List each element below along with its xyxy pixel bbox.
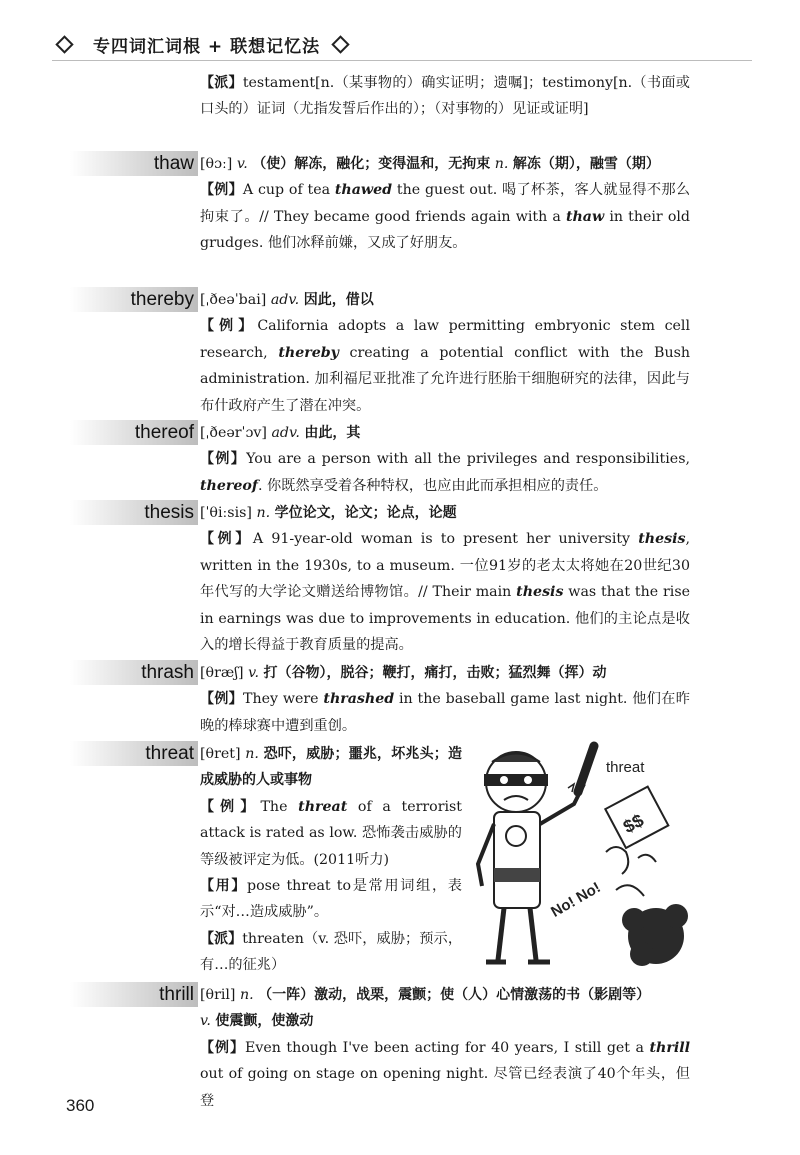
diamond-icon (331, 35, 349, 53)
cartoon-shout-text: No! No! (548, 878, 604, 921)
definition: 学位论文，论文；论点，论题 (274, 505, 457, 521)
entry-body (200, 500, 690, 658)
part-of-speech: adv. (270, 292, 300, 308)
entry-body (200, 70, 690, 123)
headword: thereof (134, 422, 194, 443)
entry-body (200, 660, 690, 739)
definition: 由此，其 (304, 425, 361, 441)
part-of-speech: n. (256, 505, 271, 521)
entry-body (200, 287, 690, 419)
part-of-speech: adv. (271, 425, 300, 441)
cartoon-sign-text: $$ (619, 810, 647, 838)
headword: thrash (141, 662, 194, 683)
page-header (52, 28, 752, 61)
header-title: 专四词汇词根 + 联想记忆法 (93, 36, 321, 57)
example: 【例】You are a person with all the privileges and responsibilities, thereof. 你既然享受着各种特权，也应由此而承担相应的责任。 (200, 451, 690, 494)
definition: （使）解冻，融化；变得温和，无拘束 (252, 156, 491, 172)
pronunciation: [θɔː] (200, 156, 233, 172)
pronunciation: [ˌðeərˈɔv] (200, 425, 267, 441)
headword: thereby (130, 289, 194, 310)
threat-cartoon-illustration (466, 740, 688, 972)
part-of-speech: n. (245, 746, 259, 762)
example: 【例】Even though I've been acting for 40 years, I still get a thrill out of going on stage on opening night. 尽管已经表演了40个年头，但登 (200, 1039, 690, 1109)
headword: thesis (144, 502, 194, 523)
definition: 解冻（期），融雪（期） (512, 156, 660, 172)
pronunciation: [θret] (200, 746, 241, 762)
diamond-icon (55, 35, 73, 53)
usage-note: 【用】pose threat to是常用词组，表示“对…造成威胁”。 (200, 878, 462, 921)
entry-body (200, 982, 690, 1114)
headword: thaw (153, 153, 194, 174)
headword: threat (145, 743, 194, 764)
derivative-text: testament[n.（某事物的）确实证明；遗嘱]；testimony[n.（书面或口头的）证词（尤指发誓后作出的）；（对事物的）见证或证明] (200, 75, 690, 118)
example: 【例】They were thrashed in the baseball game last night. 他们在昨晚的棒球赛中遭到重创。 (200, 691, 690, 734)
part-of-speech: n. (494, 156, 509, 172)
definition: 使震颤，使激动 (215, 1013, 314, 1030)
part-of-speech: v. (248, 665, 259, 681)
pronunciation: [ˌðeəˈbai] (200, 292, 267, 308)
pronunciation: [ˈθiːsis] (200, 505, 252, 521)
definition: 因此，借以 (303, 292, 374, 308)
pronunciation: [θril] (200, 987, 236, 1003)
headword: thrill (159, 984, 194, 1005)
entry-body (200, 151, 690, 257)
cartoon-label: threat (606, 759, 645, 776)
part-of-speech: v. (200, 1013, 211, 1030)
pronunciation: [θræʃ] (200, 665, 244, 681)
definition: 打（谷物），脱谷；鞭打，痛打，击败；猛烈舞（挥）动 (263, 665, 607, 681)
definition: 恐吓，威胁；噩兆，坏兆头；造成威胁的人或事物 (200, 746, 462, 789)
derivative-tag: 【派】 (200, 75, 243, 91)
example: 【例】The threat of a terrorist attack is rated as low. 恐怖袭击威胁的等级被评定为低。(2011听力) (200, 798, 463, 868)
part-of-speech: v. (236, 156, 248, 172)
entry-body (200, 741, 462, 979)
example: 【例】A cup of tea thawed the guest out. 喝了杯茶，客人就显得不那么拘束了。// They became good friends again with a thaw in their old grudges. 他们冰释前嫌，又成了好朋友。 (200, 182, 691, 252)
entry-body (200, 420, 690, 499)
definition: （一阵）激动，战栗，震颤；使（人）心情激荡的书（影剧等） (258, 987, 651, 1003)
example: 【例】California adopts a law permitting embryonic stem cell research, thereby creating a potential conflict with the Bush administration. 加利福尼亚批准了允许进行胚胎干细胞研究的法律，因此与布什政府产生了潜在冲突。 (200, 318, 691, 414)
page-number: 360 (66, 1096, 95, 1115)
example: 【例】A 91-year-old woman is to present her university thesis, written in the 1930s, to a museum. 一位91岁的老太太将她在20世纪30年代写的大学论文赠送给博物馆。// Their main thesis was that the rise in earnings was due to improvements in education. 他们的主论点是收入的增长得益于教育质量的提高。 (200, 531, 691, 654)
part-of-speech: n. (239, 987, 254, 1003)
derivative: 【派】threaten（v. 恐吓，威胁；预示，有…的征兆） (200, 930, 463, 974)
